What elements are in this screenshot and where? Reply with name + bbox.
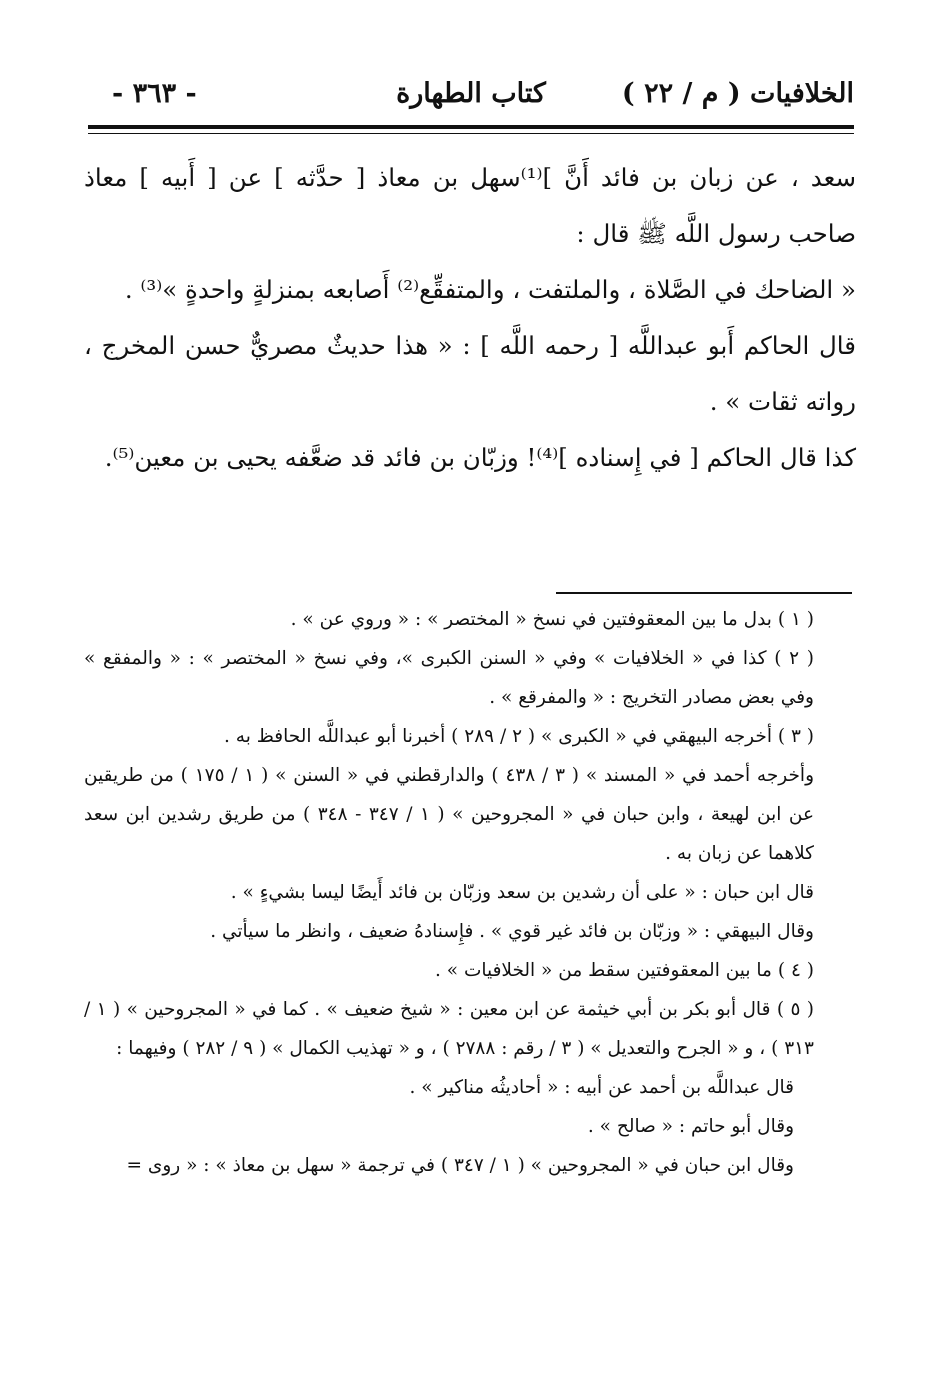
header-rule-thin <box>88 133 854 134</box>
body-paragraph: « الضاحك في الصَّلاة ، والملتفت ، والمتفقِّع⁽²⁾ أَصابعه بمنزلةٍ واحدةٍ »⁽³⁾ . <box>124 275 856 304</box>
main-text <box>84 150 856 486</box>
footnote-3-cont: قال ابن حبان : « على أن رشدين بن سعد وزبّان بن فائد أَيضًا ليسا بشيءٍ » . <box>230 882 814 903</box>
footnote-4: ( ٤ ) ما بين المعقوفتين سقط من « الخلافيات » . <box>434 960 814 981</box>
header-rule-thick <box>88 125 854 129</box>
body-paragraph: كذا قال الحاكم [ في إِسناده ]⁽⁴⁾! وزبّان بن فائد قد ضعَّفه يحيى بن معين⁽⁵⁾. <box>104 443 856 472</box>
footnote-2: ( ٢ ) كذا في « الخلافيات » وفي « السنن الكبرى »، وفي نسخ « المختصر » : « والمفقع » وفي بعض مصادر التخريج : « والمفرقع » . <box>84 648 814 708</box>
body-paragraph: سعد ، عن زبان بن فائد أَنَّ ]⁽¹⁾سهل بن معاذ [ حدَّثه ] عن [ أَبيه ] معاذ صاحب رسول اللَّه ﷺ قال : <box>84 163 856 248</box>
footnote-3-cont: وأخرجه أحمد في « المسند » ( ٣ / ٤٣٨ ) والدارقطني في « السنن » ( ١ / ١٧٥ ) من طريقين عن ابن لهيعة ، وابن حبان في « المجروحين » ( ١ / ٣٤٧ - ٣٤٨ ) من طريق رشدين ابن سعد كلاهما عن زبان به . <box>84 765 815 864</box>
body-paragraph: قال الحاكم أَبو عبداللَّه [ رحمه اللَّه ] : « هذا حديثٌ مصريٌّ حسن المخرج ، رواته ثقات » . <box>84 331 856 416</box>
footnotes <box>84 600 856 1185</box>
footnote-separator <box>556 592 852 594</box>
page-header <box>88 68 854 120</box>
footnote-3: ( ٣ ) أخرجه البيهقي في « الكبرى » ( ٢ / ٢٨٩ ) أخبرنا أبو عبداللَّه الحافظ به . <box>224 726 814 747</box>
footnote-3-cont: وقال البيهقي : « وزبّان بن فائد غير قوي » . فإِسنادهُ ضعيف ، وانظر ما سيأتي . <box>210 921 814 942</box>
running-book-title: الخلافيات ( م / ٢٢ ) <box>621 78 854 109</box>
footnote-5-cont: قال عبداللَّه بن أحمد عن أبيه : « أحاديثُه مناكير » . <box>409 1077 794 1098</box>
page-number: - ٣٦٣ - <box>112 78 197 109</box>
running-chapter-title: كتاب الطهارة <box>396 78 546 109</box>
footnote-5: ( ٥ ) قال أبو بكر بن أبي خيثمة عن ابن معين : « شيخ ضعيف » . كما في « المجروحين » ( ١ / ٣١٣ ) ، و « الجرح والتعديل » ( ٣ / رقم : ٢٧٨٨ ) ، و « تهذيب الكمال » ( ٩ / ٢٨٢ ) وفيهما : <box>84 999 814 1059</box>
footnote-5-cont: وقال ابن حبان في « المجروحين » ( ١ / ٣٤٧ ) في ترجمة « سهل بن معاذ » : « روى = <box>126 1155 794 1176</box>
footnote-5-cont: وقال أبو حاتم : « صالح » . <box>587 1116 794 1137</box>
footnote-1: ( ١ ) بدل ما بين المعقوفتين في نسخ « المختصر » : « وروي عن » . <box>290 609 814 630</box>
